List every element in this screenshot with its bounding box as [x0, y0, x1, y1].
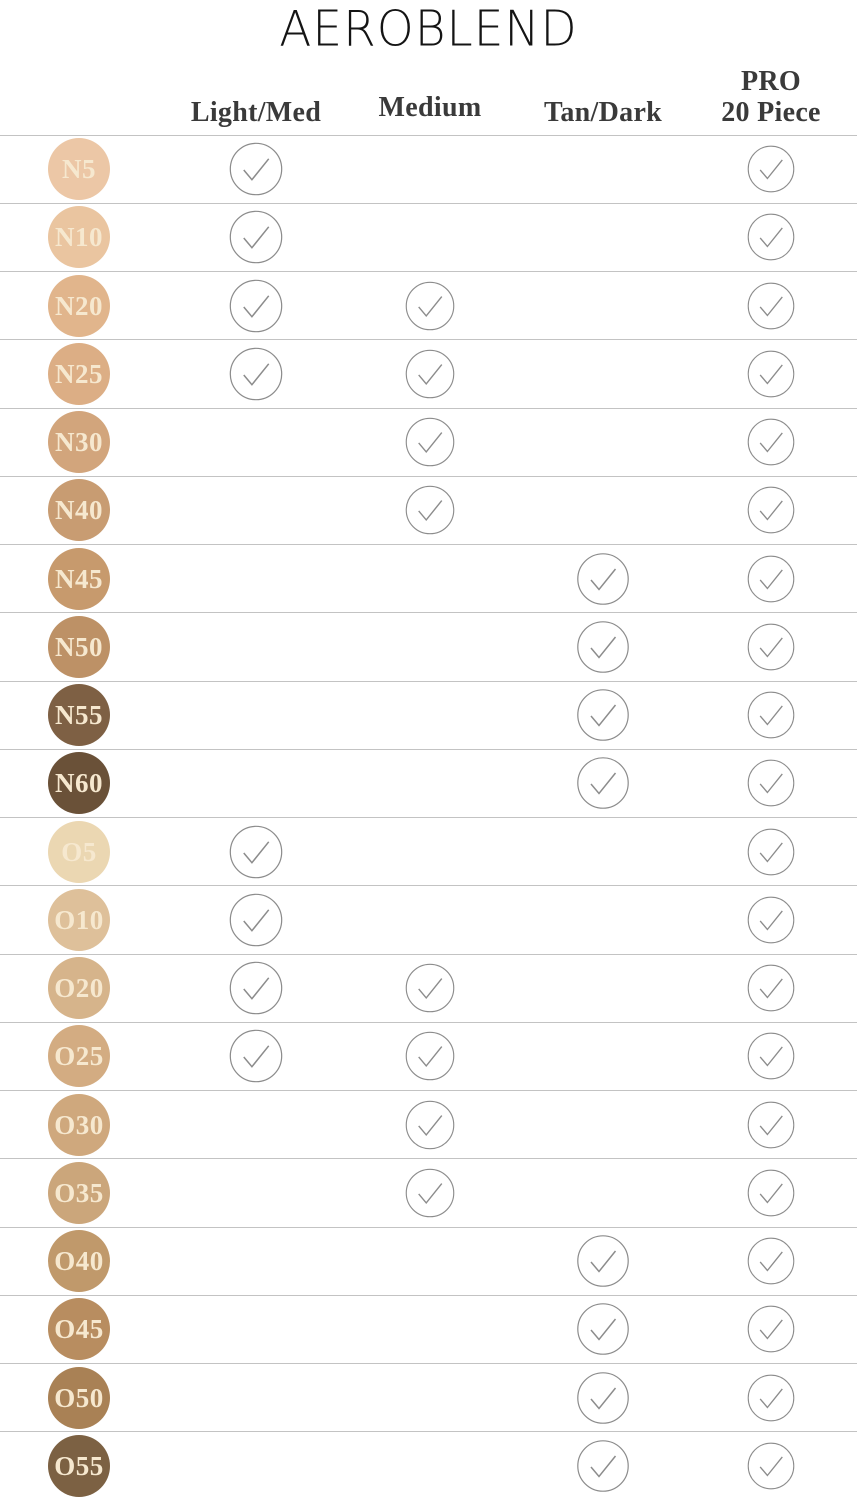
- shade-swatch: [48, 1230, 110, 1292]
- check-circle-icon: [748, 146, 795, 193]
- check-circle-icon: [748, 896, 795, 943]
- shade-row: [0, 135, 857, 203]
- column-header-pro-20-piece: [721, 66, 821, 128]
- shade-name-label: O5: [61, 836, 97, 867]
- shade-swatch: [48, 1025, 110, 1087]
- check-circle-icon: [748, 965, 795, 1012]
- shade-swatch: [48, 138, 110, 200]
- shade-name-label: O40: [54, 1246, 104, 1277]
- check-circle-icon: [748, 419, 795, 466]
- shade-swatch: [48, 957, 110, 1019]
- shade-row: [0, 954, 857, 1022]
- check-circle-icon: [230, 279, 283, 332]
- check-circle-icon: [406, 1032, 455, 1081]
- check-circle-icon: [577, 1372, 629, 1424]
- shade-row: [0, 203, 857, 271]
- shade-row: [0, 1295, 857, 1363]
- check-circle-icon: [230, 211, 283, 264]
- shade-swatch: [48, 1367, 110, 1429]
- check-circle-icon: [748, 214, 795, 261]
- shade-row: [0, 885, 857, 953]
- check-circle-icon: [748, 1033, 795, 1080]
- shade-name-label: N45: [55, 563, 103, 594]
- shade-swatch: [48, 1094, 110, 1156]
- check-circle-icon: [406, 1100, 455, 1149]
- shade-row: [0, 817, 857, 885]
- check-circle-icon: [230, 1030, 283, 1083]
- shade-row: [0, 681, 857, 749]
- check-circle-icon: [230, 962, 283, 1015]
- check-circle-icon: [748, 760, 795, 807]
- shade-name-label: N20: [55, 290, 103, 321]
- shade-name-label: N5: [62, 154, 96, 185]
- check-circle-icon: [577, 689, 629, 741]
- column-header-medium: Medium: [378, 92, 482, 123]
- shade-row: [0, 1158, 857, 1226]
- shade-row: [0, 1227, 857, 1295]
- shade-name-label: O50: [54, 1382, 104, 1413]
- shade-swatch: [48, 548, 110, 610]
- check-circle-icon: [577, 1303, 629, 1355]
- check-circle-icon: [577, 553, 629, 605]
- shade-row: [0, 749, 857, 817]
- shade-swatch: [48, 752, 110, 814]
- shade-swatch: [48, 616, 110, 678]
- shade-name-label: N50: [55, 631, 103, 662]
- column-header-pro-line1: PRO: [740, 66, 802, 97]
- shade-name-label: O10: [54, 904, 104, 935]
- check-circle-icon: [230, 825, 283, 878]
- shade-swatch: [48, 1435, 110, 1497]
- shade-name-label: N10: [55, 222, 103, 253]
- shade-row: [0, 1090, 857, 1158]
- column-header-pro-line2: 20 Piece: [721, 97, 821, 128]
- shade-name-label: O25: [54, 1041, 104, 1072]
- shade-swatch: [48, 821, 110, 883]
- check-circle-icon: [748, 1169, 795, 1216]
- shade-row: [0, 1022, 857, 1090]
- shade-swatch: [48, 206, 110, 268]
- check-circle-icon: [748, 1101, 795, 1148]
- column-header-light-med: Light/Med: [190, 97, 322, 128]
- shade-name-label: N25: [55, 358, 103, 389]
- check-circle-icon: [230, 347, 283, 400]
- shade-name-label: O30: [54, 1109, 104, 1140]
- check-circle-icon: [748, 1238, 795, 1285]
- shade-row: [0, 271, 857, 339]
- shade-name-label: N60: [55, 768, 103, 799]
- shade-swatch: [48, 275, 110, 337]
- shade-row: [0, 612, 857, 680]
- shade-name-label: O55: [54, 1450, 104, 1481]
- shade-swatch: [48, 889, 110, 951]
- check-circle-icon: [748, 282, 795, 329]
- check-circle-icon: [577, 621, 629, 673]
- shade-row: [0, 1363, 857, 1431]
- check-circle-icon: [748, 555, 795, 602]
- shade-row: [0, 544, 857, 612]
- check-circle-icon: [748, 350, 795, 397]
- shade-swatch: [48, 411, 110, 473]
- check-circle-icon: [230, 893, 283, 946]
- check-circle-icon: [406, 418, 455, 467]
- shade-name-label: N30: [55, 427, 103, 458]
- shade-name-label: O35: [54, 1177, 104, 1208]
- check-circle-icon: [406, 486, 455, 535]
- shade-row: [0, 1431, 857, 1499]
- check-circle-icon: [748, 623, 795, 670]
- shade-row: [0, 476, 857, 544]
- shade-row: [0, 408, 857, 476]
- check-circle-icon: [748, 1306, 795, 1353]
- column-header-tan-dark: Tan/Dark: [543, 97, 663, 128]
- check-circle-icon: [406, 964, 455, 1013]
- check-circle-icon: [748, 692, 795, 739]
- check-circle-icon: [748, 1374, 795, 1421]
- check-circle-icon: [406, 349, 455, 398]
- check-circle-icon: [406, 281, 455, 330]
- shade-name-label: N40: [55, 495, 103, 526]
- shade-name-label: N55: [55, 700, 103, 731]
- shade-swatch: [48, 1162, 110, 1224]
- check-circle-icon: [748, 487, 795, 534]
- check-circle-icon: [230, 143, 283, 196]
- shade-rows: [0, 135, 857, 1500]
- shade-name-label: O20: [54, 973, 104, 1004]
- shade-name-label: O45: [54, 1314, 104, 1345]
- brand-logo: AEROBLEND: [279, 0, 578, 59]
- shade-row: [0, 339, 857, 407]
- shade-swatch: [48, 479, 110, 541]
- shade-swatch: [48, 1298, 110, 1360]
- check-circle-icon: [748, 1442, 795, 1489]
- check-circle-icon: [748, 828, 795, 875]
- check-circle-icon: [577, 1440, 629, 1492]
- check-circle-icon: [406, 1168, 455, 1217]
- shade-swatch: [48, 343, 110, 405]
- shade-swatch: [48, 684, 110, 746]
- check-circle-icon: [577, 1235, 629, 1287]
- check-circle-icon: [577, 757, 629, 809]
